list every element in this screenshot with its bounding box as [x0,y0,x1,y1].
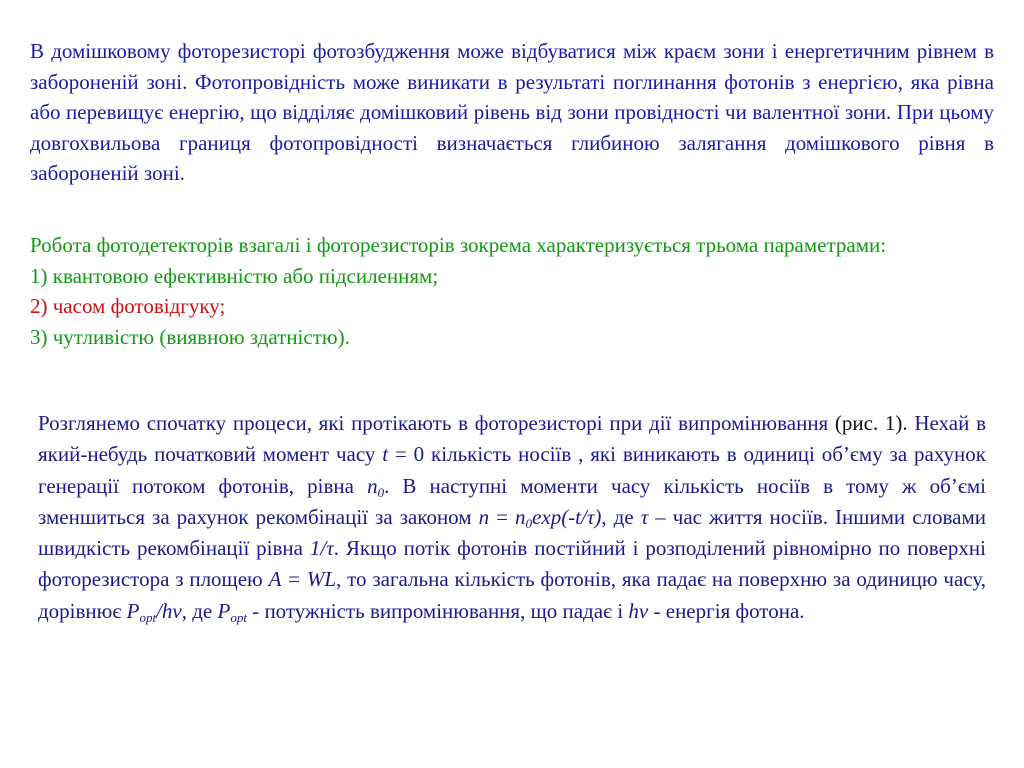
var-tau: τ [640,504,649,529]
text-s10: - енергія фотона. [648,598,805,623]
text-s6: . Якщо потік фотонів постійний і розподілений рівномірно по поверхні фоторезистора з площею [38,536,986,592]
paragraph-processes [38,408,986,627]
text-s7: , то загальна кількість фотонів, яка падає на поверхню за одиницю часу, дорівнює [38,567,986,623]
popt-1 [127,599,182,623]
var-n0 [367,474,384,498]
parameters-intro: Робота фотодетекторів взагалі і фоторезисторів зокрема характеризується трьома параметрами: [30,233,887,257]
text-t-eq: = 0 кількість носіїв , які виникають в одиниці об’єму за рахунок генерації потоком фотонів, рівна [38,442,986,498]
law-lhs: n [478,504,490,529]
text-s3: . В наступні моменти часу кількість носіїв в тому ж об’ємі зменшиться за рахунок рекомбінації за законом [38,473,986,529]
parameter-item-3: 3) чутливістю (виявною здатністю). [30,324,350,349]
popt-1-rest: /hν [156,598,182,623]
parameter-item-1: 1) квантовою ефективністю або підсиленням; [30,263,439,288]
area-formula: A = WL [268,567,337,592]
popt-2-base: P [217,598,231,623]
text-s9: - потужність випромінювання, що падає і [246,598,629,623]
text-s1: Розглянемо спочатку процеси, які протікають в фоторезисторі при дії випромінювання [38,411,835,435]
law-sub: 0 [525,515,533,531]
text-s4: , де [601,504,641,529]
var-n0-sub: 0 [377,484,385,500]
var-t: t [382,442,389,467]
parameter-item-2: 2) часом фотовідгуку; [30,294,226,319]
popt-1-base: P [126,598,140,623]
var-n0-base: n [367,473,378,498]
text-s8: , де [181,598,218,623]
law-n: n [515,504,526,529]
paragraph-photoexcitation: В домішковому фоторезисторі фотозбудження може відбуватися між краєм зони і енергетичним рівнем в забороненій зоні. Фотопровідність може виникати в результаті поглинання фотонів з енергією, яка рівна або перевищує енергію, що відділяє домішковий рівень від зони провідності чи валентної зони. При цьому довгохвильова границя фотопровідності визначається глибиною залягання домішкового рівня в забороненій зоні. [30,39,994,186]
law-eq: = [489,504,516,529]
rate: 1/τ [309,536,334,561]
popt-1-sub: opt [139,609,157,625]
paragraph-parameters [30,230,964,352]
popt-2 [218,599,247,623]
text-s5: – час життя носіїв. Іншими словами швидкість рекомбінації рівна [38,504,986,561]
popt-2-sub: opt [230,609,247,625]
law-rhs: exp(-t/τ) [532,504,602,529]
text-s2: Нехай в який-небудь початковий момент часу [38,411,986,467]
hnu: hν [628,598,649,623]
figure-reference: (рис. 1). [834,411,908,435]
